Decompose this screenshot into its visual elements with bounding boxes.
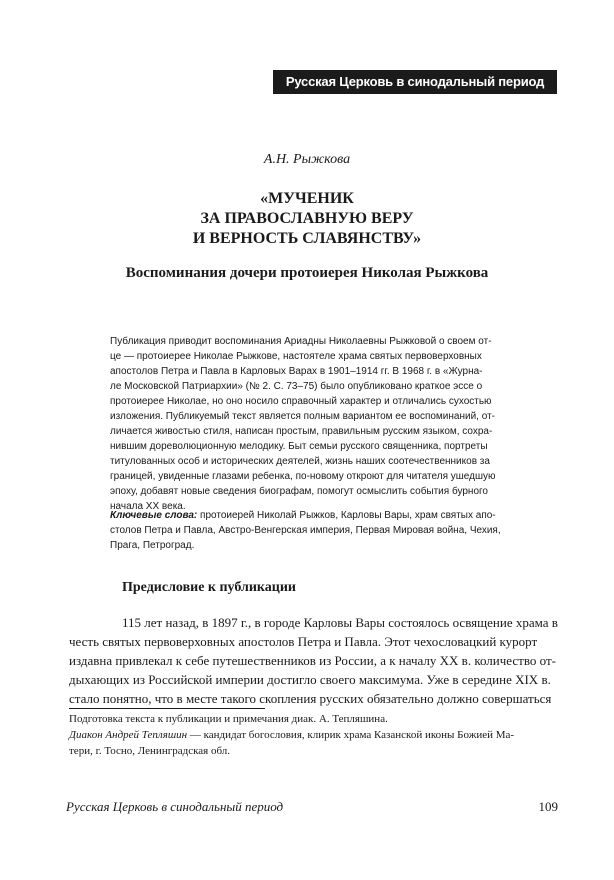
abstract-line: границей, увиденные глазами ребенка, по-новому откроют для читателя ушедшую: [110, 471, 496, 482]
footnotes: [69, 711, 558, 759]
abstract-line: личается живостью стиля, написан простым, правильным русским языком, сохра-: [110, 426, 493, 437]
body-line: издавна привлекал к себе путешественников из России, а к началу XX в. количество от-: [69, 653, 556, 668]
abstract: [110, 334, 558, 514]
footnote-preparation: Подготовка текста к публикации и примечания диак. А. Тепляшина.: [69, 713, 388, 725]
article-subtitle: Воспоминания дочери протоиерея Николая Рыжкова: [125, 265, 489, 281]
abstract-line: Публикация приводит воспоминания Ариадны Николаевны Рыжковой о своем от-: [110, 336, 492, 347]
keywords-line: [110, 508, 558, 523]
abstract-line: эпоху, добавят новые сведения биографам, помогут осмыслить события бурного: [110, 486, 488, 497]
body-line: честь святых первоверховных апостолов Петра и Павла. Этот чехословацкий курорт: [69, 634, 538, 649]
footnote-translator: [69, 727, 558, 743]
body-line: дыхающих из Российской империи достигло своего максимума. Уже в середине XIX в.: [69, 672, 551, 687]
translator-name: Диакон Андрей Тепляшин: [69, 729, 188, 741]
section-banner: Русская Церковь в синодальный период: [273, 70, 557, 94]
keywords-line: столов Петра и Павла, Австро-Венгерская империя, Первая Мировая война, Чехия,: [110, 525, 501, 536]
abstract-line: изложения. Публикуемый текст является полным вариантом ее воспоминаний, от-: [110, 411, 495, 422]
abstract-line: титулованных особ и исторических деятелей, жизнь наших соотечественников за: [110, 456, 490, 467]
abstract-line: апостолов Петра и Павла в Карловых Варах в 1901–1914 гг. В 1968 г. в «Журна-: [110, 366, 483, 377]
abstract-line: нившим дореволюционную мелодику. Быт семьи русского священника, портреты: [110, 441, 488, 452]
abstract-line: протоиерее Николае, но оно носило справочный характер и отличались сухостью: [110, 396, 492, 407]
page-number: 109: [538, 799, 558, 814]
footnote-divider: [69, 708, 265, 709]
translator-description: — кандидат богословия, клирик храма Казанской иконы Божией Ма-: [187, 729, 515, 741]
title-line: И ВЕРНОСТЬ СЛАВЯНСТВУ»: [192, 230, 422, 247]
abstract-line: ле Московской Патриархии» (№ 2. С. 73–75) было опубликовано краткое эссе о: [110, 381, 483, 392]
abstract-line: це — протоиерее Николае Рыжкове, настоятеле храма святых первоверховных: [110, 351, 482, 362]
body-line: стало понятно, что в месте такого скопления русских обязательно должно совершаться: [69, 691, 552, 706]
abstract-line: начала XX века.: [110, 501, 186, 512]
body-line: 115 лет назад, в 1897 г., в городе Карловы Вары состоялось освящение храма в: [122, 615, 558, 630]
title-line: ЗА ПРАВОСЛАВНУЮ ВЕРУ: [200, 210, 414, 227]
keywords-label: Ключевые слова:: [110, 510, 198, 521]
body-text: [69, 613, 558, 708]
title-line: «МУЧЕНИК: [260, 190, 354, 207]
footnote-translator-cont: тери, г. Тосно, Ленинградская обл.: [69, 745, 231, 757]
keywords: [110, 508, 558, 553]
article-title: [0, 189, 614, 249]
keywords-line: Прага, Петроград.: [110, 540, 195, 551]
running-footer-title: Русская Церковь в синодальный период: [66, 799, 284, 814]
preface-heading: Предисловие к публикации: [122, 580, 296, 595]
article-author: А.Н. Рыжкова: [263, 152, 351, 167]
keywords-text: протоиерей Николай Рыжков, Карловы Вары, храм святых апо-: [197, 510, 496, 521]
